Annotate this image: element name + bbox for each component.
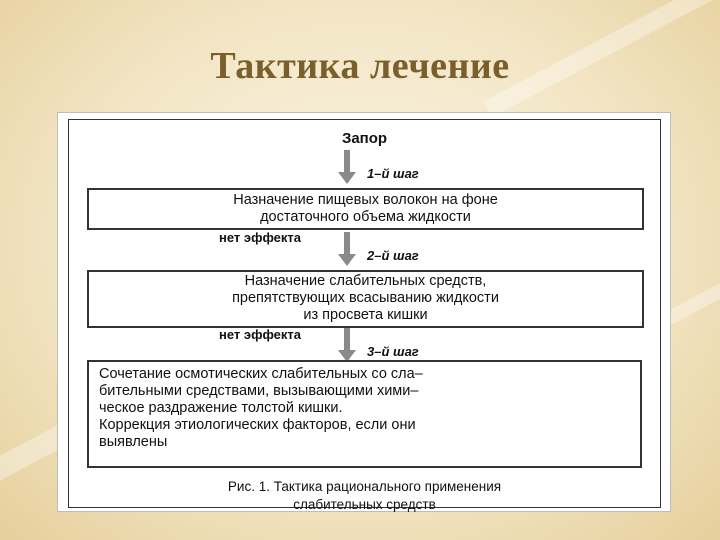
step-label-3: 3–й шаг xyxy=(367,344,419,359)
slide-title: Тактика лечение xyxy=(210,45,510,87)
start-node: Запор xyxy=(341,130,388,147)
step-box-3-line: выявлены xyxy=(99,434,168,450)
step-box-1 xyxy=(87,188,644,230)
step-box-3 xyxy=(87,360,642,468)
step-box-3-line: Сочетание осмотических слабительных со сла– xyxy=(99,366,423,382)
step-box-3-line: бительными средствами, вызывающими хими– xyxy=(99,383,419,399)
step-box-1-line: Назначение пищевых волокон на фоне xyxy=(233,192,498,208)
step-box-2 xyxy=(87,270,644,328)
flowchart xyxy=(68,119,661,512)
step-label-1: 1–й шаг xyxy=(367,166,419,181)
step-box-3-line: Коррекция этиологических факторов, если они xyxy=(99,417,416,433)
arrow-down-icon xyxy=(338,150,356,186)
caption-line: Рис. 1. Тактика рационального применения xyxy=(227,479,502,494)
caption-line: слабительных средств xyxy=(293,497,436,512)
diagram-panel xyxy=(57,112,671,512)
arrow-down-icon xyxy=(338,328,356,364)
step-box-3-line: ческое раздражение толстой кишки. xyxy=(99,400,343,416)
no-effect-label-2: нет эффекта xyxy=(219,327,301,342)
step-label-2: 2–й шаг xyxy=(367,248,419,263)
arrow-down-icon xyxy=(338,232,356,268)
figure-caption xyxy=(69,478,660,514)
step-box-2-line: из просвета кишки xyxy=(303,307,428,323)
step-box-2-line: препятствующих всасыванию жидкости xyxy=(232,290,499,306)
no-effect-label-1: нет эффекта xyxy=(219,230,301,245)
step-box-1-line: достаточного объема жидкости xyxy=(260,209,471,225)
step-box-2-line: Назначение слабительных средств, xyxy=(244,273,487,289)
